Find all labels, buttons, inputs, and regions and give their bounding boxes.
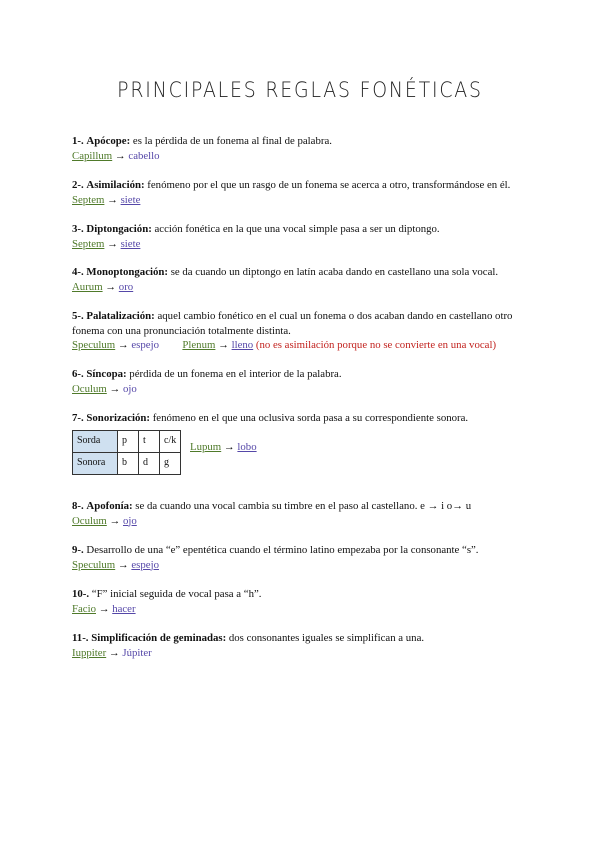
arrow-icon: → <box>108 646 120 659</box>
rule-5 <box>72 309 542 353</box>
rule-number: 4-. <box>72 266 84 278</box>
rule-text: pérdida de un fonema en el interior de la palabra. <box>126 368 342 380</box>
example-result: lobo <box>237 441 257 453</box>
example-source: Capillum <box>72 149 113 162</box>
arrow-icon: → <box>223 441 235 453</box>
rule-6 <box>72 367 542 396</box>
arrow-icon: → <box>107 237 118 250</box>
arrow-icon: → <box>107 193 118 206</box>
table-cell: p <box>118 430 139 452</box>
example-result: siete <box>120 193 141 206</box>
example-result: ojo <box>123 382 137 395</box>
rule-1 <box>72 134 542 163</box>
arrow-icon: → <box>117 558 129 571</box>
example-result: hacer <box>112 602 136 615</box>
rule-9 <box>72 543 542 572</box>
example-source: Septem <box>72 237 105 250</box>
rule-name: Monoptongación: <box>86 266 168 278</box>
rule-name: Diptongación: <box>86 223 152 235</box>
table-cell: b <box>118 452 139 474</box>
example-result: oro <box>118 280 134 293</box>
rule-10 <box>72 587 542 616</box>
rule-number: 7-. <box>72 412 84 424</box>
note-text: (no es asimilación porque no se convierte en una vocal) <box>255 339 497 351</box>
example-source: Speculum <box>72 558 116 571</box>
example-source: Septem <box>72 193 105 206</box>
rule-name: Apofonía: <box>86 500 133 512</box>
example-result: ojo <box>123 514 137 527</box>
table-row-label: Sonora <box>73 452 118 474</box>
example-source: Aurum <box>72 280 103 293</box>
rule-name: Apócope: <box>86 135 131 147</box>
example-result: siete <box>120 237 141 250</box>
rule-number: 9-. <box>72 544 84 556</box>
rule-number: 11-. <box>72 632 89 644</box>
example-source: Facio <box>72 602 96 615</box>
table-example <box>190 441 257 453</box>
rule-text: aquel cambio fonético en el cual un fonema o dos acaban dando en castellano otro fonema con una pronunciación totalmente distinta. <box>72 310 513 337</box>
table-cell: c/k <box>160 430 181 452</box>
example-result-2: lleno <box>231 339 254 351</box>
rule-11 <box>72 631 542 660</box>
arrow-icon: → <box>114 149 126 162</box>
table-cell: t <box>139 430 160 452</box>
rule-name: Sonorización: <box>86 412 150 424</box>
arrow-icon: → <box>218 339 229 351</box>
rule-text: se da cuando un diptongo en latín acaba dando en castellano una sola vocal. <box>168 266 499 278</box>
example-result: espejo <box>131 339 159 351</box>
rule-4 <box>72 265 542 294</box>
rule-name: Asimilación: <box>86 179 145 191</box>
rule-text: es la pérdida de un fonema al final de palabra. <box>130 135 332 147</box>
rule-number: 10-. <box>72 588 90 600</box>
arrow-icon: → <box>98 602 110 615</box>
example-source: Speculum <box>72 339 116 351</box>
rule-number: 2-. <box>72 179 84 191</box>
rule-name: Síncopa: <box>86 368 127 380</box>
rule-text: dos consonantes iguales se simplifican a una. <box>226 632 425 644</box>
table-cell: g <box>160 452 181 474</box>
arrow-icon: → <box>117 339 129 351</box>
table-row-label: Sorda <box>73 430 118 452</box>
rule-text: fenómeno por el que un rasgo de un fonema se acerca a otro, transformándose en él. <box>144 179 511 191</box>
page-title: PRINCIPALES REGLAS FONÉTICAS <box>117 78 483 102</box>
rule-number: 5-. <box>72 310 84 322</box>
rule-8 <box>72 499 542 528</box>
rule-number: 8-. <box>72 500 84 512</box>
table-row <box>73 430 181 452</box>
arrow-icon: → <box>109 382 121 395</box>
rule-text: acción fonética en la que una vocal simple pasa a ser un diptongo. <box>151 223 440 235</box>
rule-number: 1-. <box>72 135 84 147</box>
example-source: Lupum <box>190 441 222 453</box>
rule-text: fenómeno en el que una oclusiva sorda pasa a su correspondiente sonora. <box>150 412 469 424</box>
rule-name: Palatalización: <box>86 310 155 322</box>
rule-number: 6-. <box>72 368 84 380</box>
table-cell: d <box>139 452 160 474</box>
rule-3 <box>72 222 542 251</box>
sonorization-table <box>72 430 181 475</box>
example-source: Iuppiter <box>72 646 107 659</box>
arrow-icon: → <box>109 514 121 527</box>
example-result: cabello <box>128 149 160 162</box>
example-result: Júpiter <box>122 646 152 659</box>
example-result: espejo <box>131 558 159 571</box>
rule-number: 3-. <box>72 223 84 235</box>
rule-text: Desarrollo de una “e” epentética cuando el término latino empezaba por la consonante “s”. <box>83 544 479 556</box>
example-source-2: Plenum <box>182 339 216 351</box>
arrow-icon: → <box>105 280 117 293</box>
rule-2 <box>72 178 542 207</box>
table-row <box>73 452 181 474</box>
rule-text: se da cuando una vocal cambia su timbre en el paso al castellano. e → i o→ u <box>132 500 472 512</box>
rule-text: “F” inicial seguida de vocal pasa a “h”. <box>89 588 262 600</box>
example-source: Oculum <box>72 514 107 527</box>
rule-name: Simplificación de geminadas: <box>91 632 227 644</box>
example-source: Oculum <box>72 382 107 395</box>
rule-7 <box>72 411 542 475</box>
